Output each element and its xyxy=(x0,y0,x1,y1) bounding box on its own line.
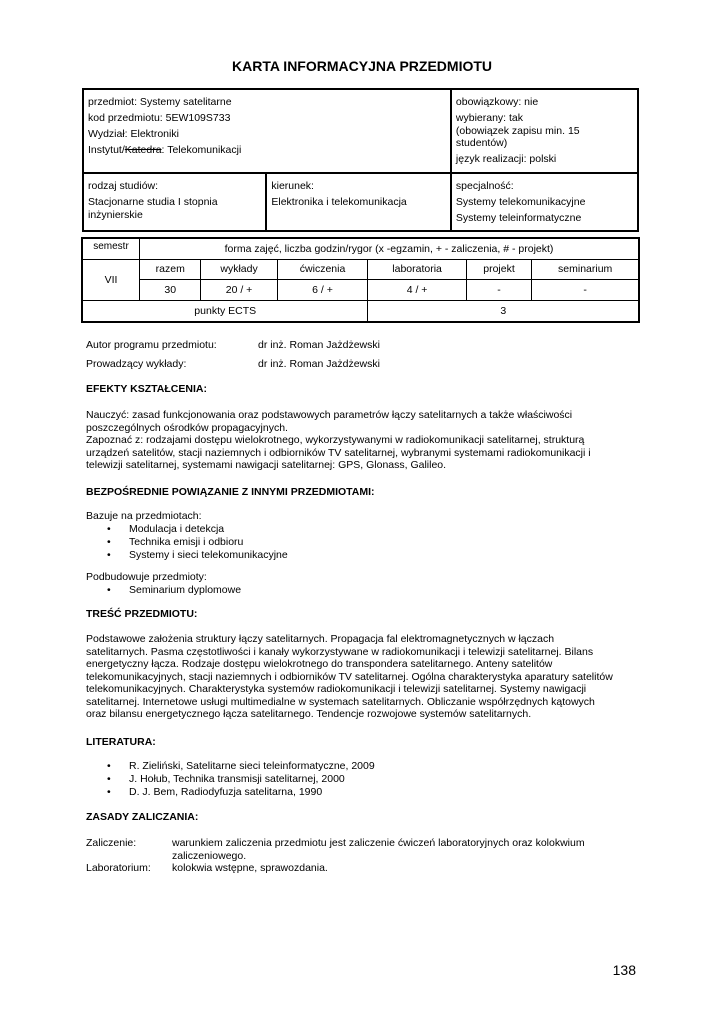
based-on-label: Bazuje na przedmiotach: xyxy=(86,510,202,522)
column-header: projekt xyxy=(466,260,532,280)
lab-value: kolokwia wstępne, sprawozdania. xyxy=(172,862,328,874)
elective: wybierany: tak xyxy=(455,112,524,124)
column-header: laboratoria xyxy=(368,260,466,280)
list-item: • Technika emisji i odbioru xyxy=(86,536,486,549)
text-line: poszczególnych ośrodków propagacyjnych. xyxy=(86,421,288,434)
study-type-cell xyxy=(83,173,266,231)
specialty-cell xyxy=(451,173,638,231)
content-heading: TREŚĆ PRZEDMIOTU: xyxy=(86,608,198,620)
lecturer-value: dr inż. Roman Jażdżewski xyxy=(258,358,380,370)
study-type-label: rodzaj studiów: xyxy=(88,180,159,192)
text-line: Nauczyć: zasad funkcjonowania oraz podstawowych parametrów łączy satelitarnych a także właściwości xyxy=(86,409,573,421)
column-header: wykłady xyxy=(201,260,277,280)
institute-strike: Katedra xyxy=(124,144,162,156)
hours-cell: - xyxy=(532,280,639,301)
specialty-2: Systemy teleinformatyczne xyxy=(455,212,582,224)
semester-value: VII xyxy=(83,260,140,301)
institute-prefix: Instytut/ xyxy=(88,144,125,156)
course-info-cell xyxy=(83,89,451,173)
text-line: telekomunikacyjnych. Charakterystyka systemów radiokomunikacji i telewizji satelitarnej. Systemy nawigacji xyxy=(86,683,587,695)
specialty-label: specjalność: xyxy=(455,180,514,192)
outcomes-text xyxy=(86,409,638,472)
ects-label: punkty ECTS xyxy=(83,301,368,322)
text-line: Podstawowe założenia struktury łączy satelitarnych. Propagacja fal elektromagnetycznych w łączach xyxy=(86,633,555,645)
lab-label: Laboratorium: xyxy=(86,862,151,874)
literature-list xyxy=(86,760,586,799)
course-code: kod przedmiotu: 5EW109S733 xyxy=(88,112,231,124)
specialty-1: Systemy telekomunikacyjne xyxy=(455,196,586,208)
form-header: forma zajęć, liczba godzin/rygor (x -egzamin, + - zaliczenia, # - projekt) xyxy=(140,239,639,260)
hours-table xyxy=(82,238,639,322)
enrollment-note-1: (obowiązek zapisu min. 15 xyxy=(455,124,580,137)
builds-list xyxy=(86,584,486,597)
course-info-table xyxy=(82,88,639,232)
field-value: Elektronika i telekomunikacja xyxy=(271,196,407,208)
hours-cell: 4 / + xyxy=(368,280,466,301)
pass-label: Zaliczenie: xyxy=(86,837,137,849)
institute xyxy=(88,144,446,157)
text-line: warunkiem zaliczenia przedmiotu jest zaliczenie ćwiczeń laboratoryjnych oraz kolokwium xyxy=(172,837,585,849)
rules-heading: ZASADY ZALICZANIA: xyxy=(86,811,199,823)
text-line: satelitarnej. Internetowe usługi multimedialne w systemach satelitarnych. Obliczanie współrzędnych kątowych xyxy=(86,695,595,708)
language: język realizacji: polski xyxy=(455,153,557,165)
content-text xyxy=(86,633,638,721)
based-on-list xyxy=(86,523,486,562)
list-item: • Modulacja i detekcja xyxy=(86,523,486,536)
institute-suffix: : Telekomunikacji xyxy=(161,144,242,156)
text-line: energetyczny łącza. Rodzaje dostępu wielokrotnego do transpondera satelitarnego. Anteny satelitów xyxy=(86,658,553,670)
text-line: telekomunikacyjnych, stacji naziemnych i odbiorników TV satelitarnej. Ogólna charakterystyka aparatury satelitów xyxy=(86,670,613,683)
text-line: urządzeń satelitów, stacji naziemnych i odbiorników TV satelitarnej, wybranymi systemami radiokomunikacji i xyxy=(86,446,591,459)
field-cell xyxy=(266,173,451,231)
course-status-cell xyxy=(451,89,638,173)
study-type-1: Stacjonarne studia I stopnia xyxy=(88,196,218,208)
text-line: zaliczeniowego. xyxy=(172,849,247,862)
text-line: satelitarnych. Pasma częstotliwości i kanały wykorzystywane w radiokomunikacji i telewizji satelitarnej. Bilans xyxy=(86,645,594,658)
column-header: seminarium xyxy=(532,260,639,280)
ects-value: 3 xyxy=(368,301,639,322)
builds-label: Podbudowuje przedmioty: xyxy=(86,571,207,583)
faculty: Wydział: Elektroniki xyxy=(88,128,179,140)
list-item: • Systemy i sieci telekomunikacyjne xyxy=(86,549,486,562)
list-item: • R. Zieliński, Satelitarne sieci teleinformatyczne, 2009 xyxy=(86,760,586,773)
text-line: Zapoznać z: rodzajami dostępu wielokrotnego, wykorzystywanymi w radiokomunikacji satelitarnej, strukturą xyxy=(86,434,585,446)
author-label: Autor programu przedmiotu: xyxy=(86,339,217,351)
literature-heading: LITERATURA: xyxy=(86,736,156,748)
hours-cell: 20 / + xyxy=(201,280,277,301)
hours-cell: 6 / + xyxy=(277,280,368,301)
relations-heading: BEZPOŚREDNIE POWIĄZANIE Z INNYMI PRZEDMIOTAMI: xyxy=(86,486,375,498)
enrollment-note-2: studentów) xyxy=(455,137,508,149)
mandatory: obowiązkowy: nie xyxy=(455,96,539,108)
column-header: ćwiczenia xyxy=(277,260,368,280)
list-item: • D. J. Bem, Radiodyfuzja satelitarna, 1990 xyxy=(86,786,586,799)
outcomes-heading: EFEKTY KSZTAŁCENIA: xyxy=(86,383,207,395)
author-value: dr inż. Roman Jażdżewski xyxy=(258,339,380,351)
field-label: kierunek: xyxy=(271,180,314,192)
text-line: telewizji satelitarnej, systemami nawigacji satelitarnej: GPS, Glonass, Galileo. xyxy=(86,459,447,471)
list-item: • Seminarium dyplomowe xyxy=(86,584,486,597)
text-line: oraz bilansu energetycznego łącza satelitarnego. Tendencje rozwojowe systemów satelitarnych. xyxy=(86,708,532,720)
hours-cell: - xyxy=(466,280,532,301)
semester-header: semestr xyxy=(83,239,140,260)
pass-value xyxy=(172,837,642,862)
list-item: • J. Hołub, Technika transmisji satelitarnej, 2000 xyxy=(86,773,586,786)
course-name: przedmiot: Systemy satelitarne xyxy=(88,96,232,108)
lecturer-label: Prowadzący wykłady: xyxy=(86,358,187,370)
study-type-2: inżynierskie xyxy=(88,208,143,221)
column-header: razem xyxy=(140,260,201,280)
hours-cell: 30 xyxy=(140,280,201,301)
page-title: KARTA INFORMACYJNA PRZEDMIOTU xyxy=(231,58,493,74)
page-number: 138 xyxy=(612,962,636,978)
